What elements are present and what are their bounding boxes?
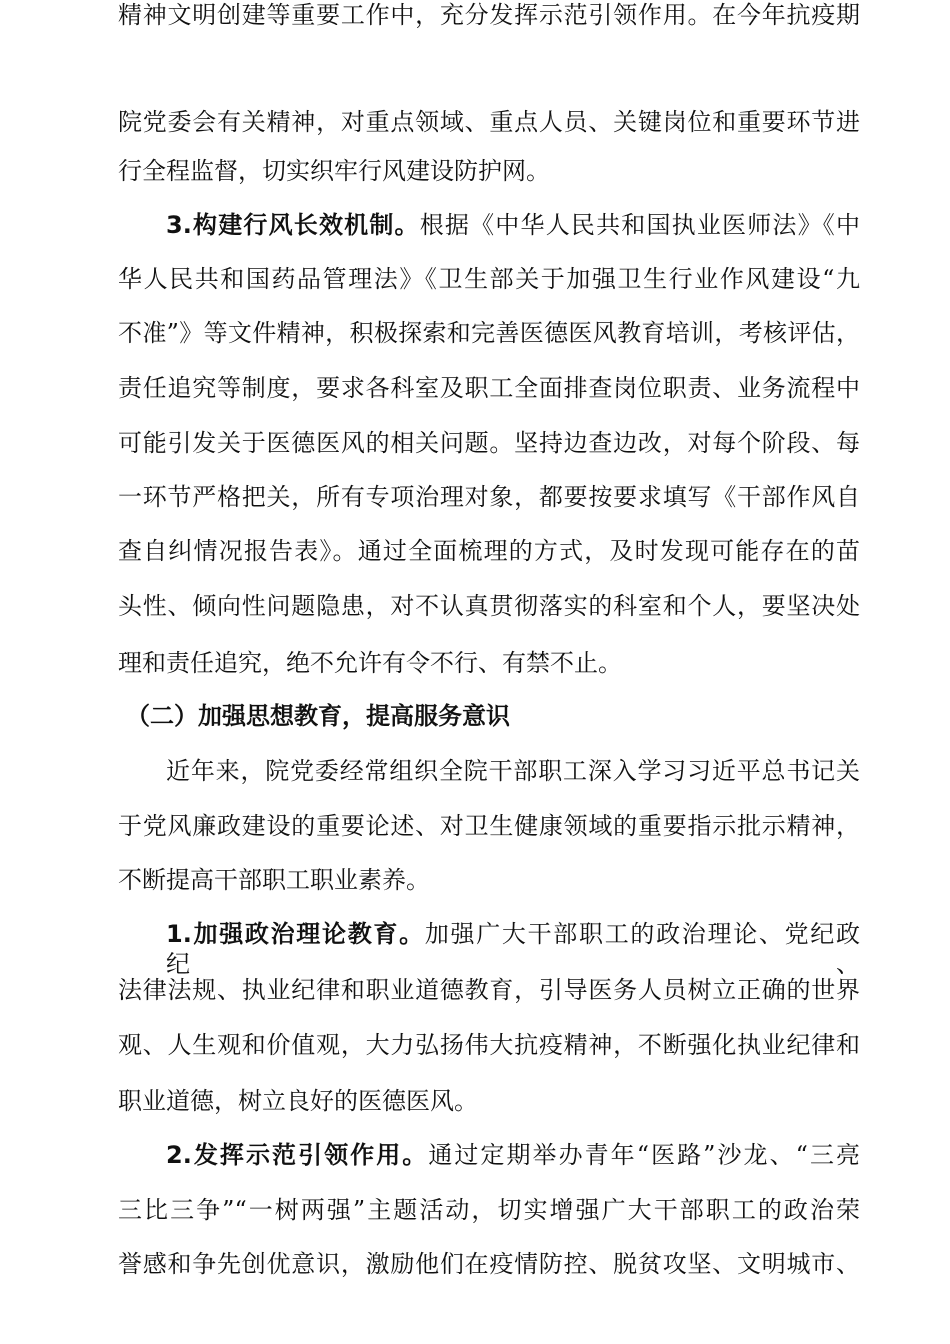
paragraph-line <box>118 811 860 841</box>
paragraph-line <box>118 318 860 348</box>
paragraph-line <box>166 919 860 978</box>
line-text: 加强广大干部职工的政治理论、党纪政纪、 <box>166 920 860 978</box>
paragraph-line <box>118 482 860 512</box>
paragraph-line <box>118 591 860 621</box>
paragraph-line <box>118 865 860 895</box>
line-text: 职业道德，树立良好的医德医风。 <box>118 1087 478 1115</box>
line-text: 可能引发关于医德医风的相关问题。坚持边查边改，对每个阶段、每 <box>118 429 860 457</box>
line-text: 理和责任追究，绝不允许有令不行、有禁不止。 <box>118 649 622 677</box>
paragraph-line <box>118 0 860 30</box>
line-text: 根据《中华人民共和国执业医师法》《中 <box>419 211 860 239</box>
section-heading <box>126 701 868 731</box>
line-text: 院党委会有关精神，对重点领域、重点人员、关键岗位和重要环节进 <box>118 108 860 136</box>
line-text: 不准”》等文件精神，积极探索和完善医德医风教育培训，考核评估， <box>118 319 860 347</box>
paragraph-line <box>118 264 860 294</box>
paragraph-line <box>118 107 860 137</box>
line-text: 华人民共和国药品管理法》《卫生部关于加强卫生行业作风建设“九 <box>118 265 860 293</box>
paragraph-line <box>166 756 860 786</box>
paragraph-line <box>166 1140 860 1170</box>
paragraph-line <box>118 648 860 678</box>
paragraph-line <box>118 428 860 458</box>
bold-lead: （二）加强思想教育，提高服务意识 <box>126 702 510 730</box>
line-text: 于党风廉政建设的重要论述、对卫生健康领域的重要指示批示精神， <box>118 812 860 840</box>
paragraph-line <box>118 1195 860 1225</box>
line-text: 查自纠情况报告表》。通过全面梳理的方式，及时发现可能存在的苗 <box>118 537 860 565</box>
bold-lead: 2.发挥示范引领作用。 <box>166 1141 429 1169</box>
line-text: 法律法规、执业纪律和职业道德教育，引导医务人员树立正确的世界 <box>118 976 860 1004</box>
paragraph-line <box>166 210 860 240</box>
line-text: 一环节严格把关，所有专项治理对象，都要按要求填写《干部作风自 <box>118 483 860 511</box>
line-text: 通过定期举办青年“医路”沙龙、“三亮 <box>428 1141 860 1169</box>
line-text: 观、人生观和价值观，大力弘扬伟大抗疫精神，不断强化执业纪律和 <box>118 1031 860 1059</box>
bold-lead: 1.加强政治理论教育。 <box>166 920 425 948</box>
line-text: 不断提高干部职工职业素养。 <box>118 866 430 894</box>
line-text: 精神文明创建等重要工作中，充分发挥示范引领作用。在今年抗疫期 <box>118 1 860 29</box>
paragraph-line <box>118 1249 860 1279</box>
line-text: 头性、倾向性问题隐患，对不认真贯彻落实的科室和个人，要坚决处 <box>118 592 860 620</box>
bold-lead: 3.构建行风长效机制。 <box>166 211 420 239</box>
line-text: 行全程监督，切实织牢行风建设防护网。 <box>118 157 550 185</box>
line-text: 近年来，院党委经常组织全院干部职工深入学习习近平总书记关 <box>166 757 860 785</box>
paragraph-line <box>118 1030 860 1060</box>
line-text: 誉感和争先创优意识，激励他们在疫情防控、脱贫攻坚、文明城市、 <box>118 1250 860 1278</box>
paragraph-line <box>118 975 860 1005</box>
paragraph-line <box>118 156 860 186</box>
paragraph-line <box>118 373 860 403</box>
paragraph-line <box>118 536 860 566</box>
paragraph-line <box>118 1086 860 1116</box>
line-text: 责任追究等制度，要求各科室及职工全面排查岗位职责、业务流程中 <box>118 374 860 402</box>
line-text: 三比三争”“一树两强”主题活动，切实增强广大干部职工的政治荣 <box>118 1196 860 1224</box>
